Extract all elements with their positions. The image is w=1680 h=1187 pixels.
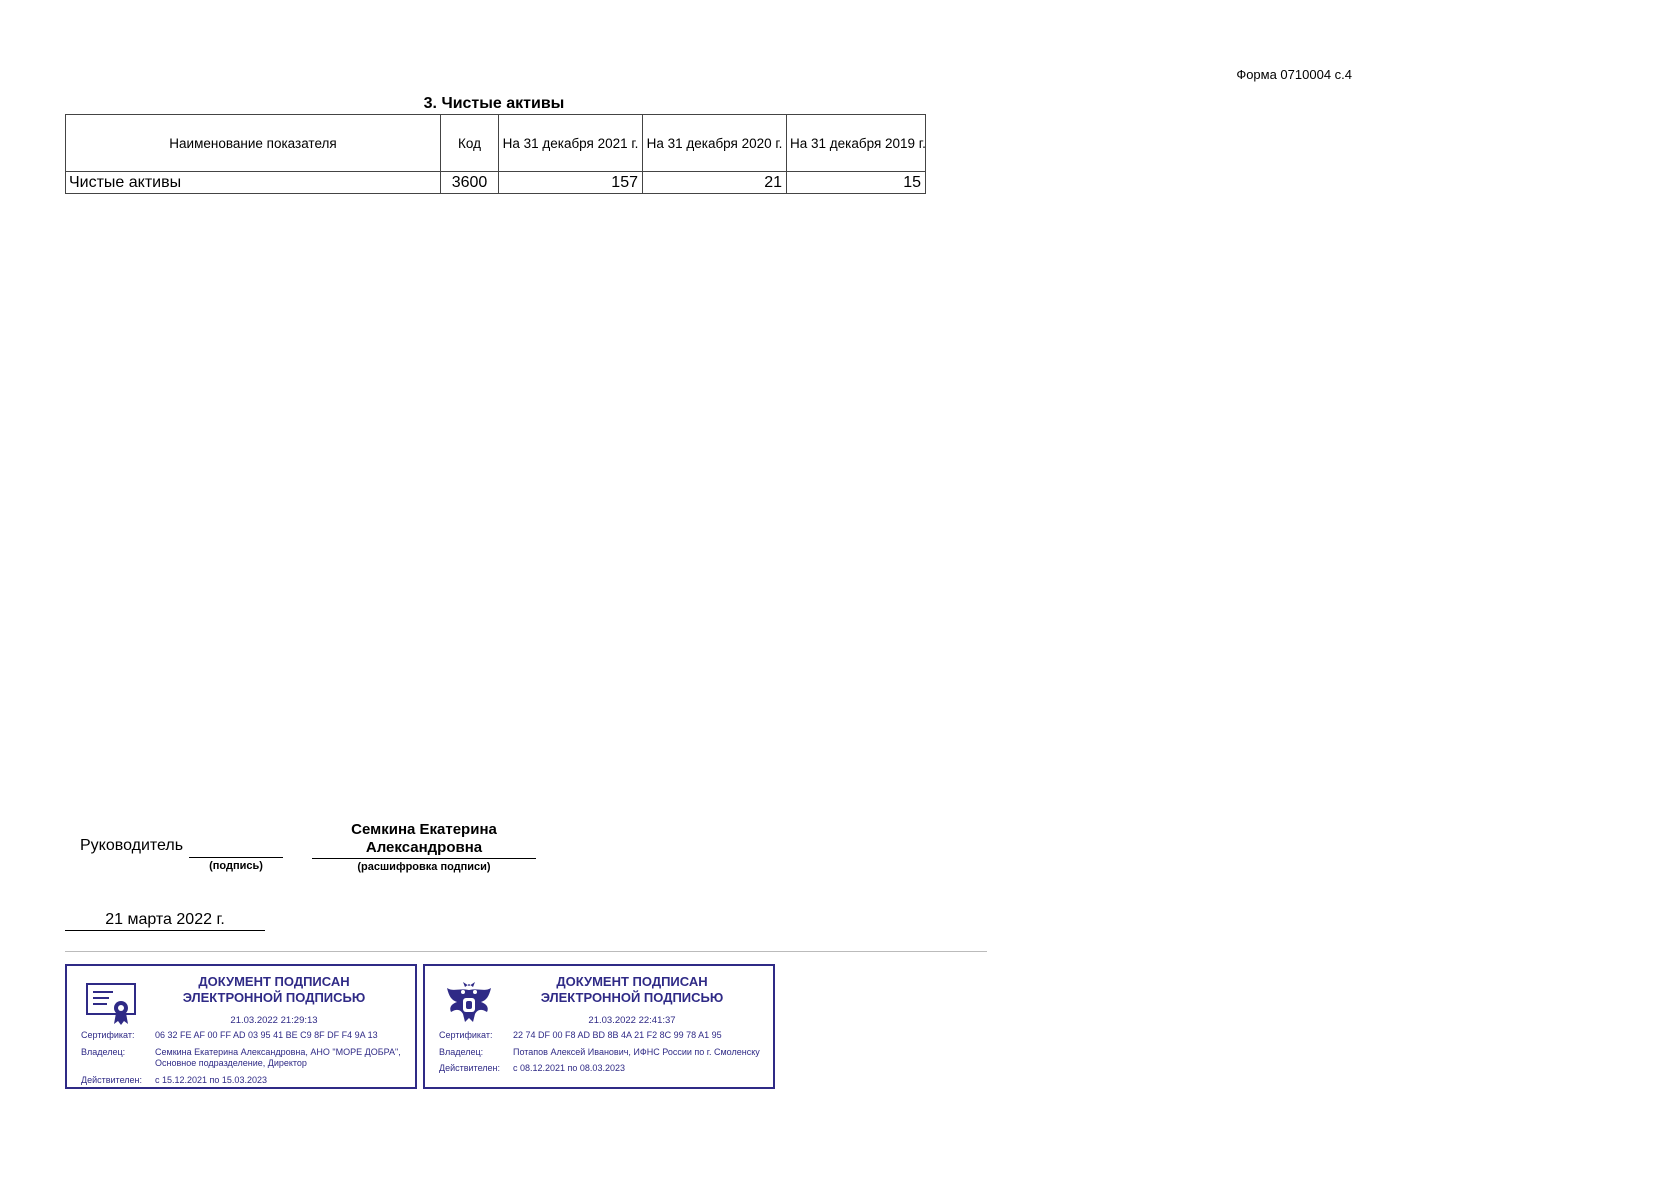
e-signature-stamp-1 (65, 964, 417, 1089)
e-signature-stamp-2 (423, 964, 775, 1089)
signing-date: 21 марта 2022 г. (105, 911, 225, 928)
valid-label: Действителен: (81, 1074, 143, 1085)
owner-value: Потапов Алексей Иванович, ИФНС России по г. Смоленску (513, 1046, 760, 1057)
header-indicator-name: Наименование показателя (66, 115, 441, 172)
table-header-row (66, 115, 926, 172)
signer-name-line2: Александровна (365, 839, 483, 856)
row-name: Чистые активы (66, 172, 441, 194)
header-2019: На 31 декабря 2019 г. (787, 115, 926, 172)
stamp-timestamp: 21.03.2022 21:29:13 (230, 1015, 318, 1026)
coat-of-arms-icon (441, 978, 497, 1028)
row-value-2019: 15 (787, 172, 926, 194)
valid-label: Действителен: (439, 1063, 501, 1073)
stamp-title-line2: ЭЛЕКТРОННОЙ ПОДПИСЬЮ (540, 990, 724, 1005)
cert-label: Сертификат: (81, 1030, 135, 1040)
cert-label: Сертификат: (439, 1030, 493, 1040)
header-code: Код (441, 115, 499, 172)
section-title: 3. Чистые активы (423, 95, 565, 112)
signature-caption: (подпись) (209, 860, 263, 872)
signature-line (189, 857, 283, 858)
owner-value: Семкина Екатерина Александровна, АНО "МОРЕ ДОБРА", Основное подразделение, Директор (155, 1046, 401, 1068)
header-2020: На 31 декабря 2020 г. (643, 115, 787, 172)
stamp-title (517, 974, 747, 1006)
form-code: Форма 0710004 с.4 (1236, 67, 1352, 82)
cert-value: 06 32 FE AF 00 FF AD 03 95 41 BE C9 8F DF F4 9A 13 (155, 1030, 378, 1040)
stamp-timestamp: 21.03.2022 22:41:37 (588, 1015, 676, 1026)
signer-name (312, 821, 536, 857)
certificate-icon (83, 978, 139, 1028)
stamp-title-line2: ЭЛЕКТРОННОЙ ПОДПИСЬЮ (182, 990, 366, 1005)
row-code: 3600 (441, 172, 499, 194)
owner-label: Владелец: (81, 1046, 126, 1057)
valid-value: с 08.12.2021 по 08.03.2023 (513, 1063, 625, 1073)
cert-value: 22 74 DF 00 F8 AD BD 8B 4A 21 F2 8C 99 78 A1 95 (513, 1030, 722, 1040)
table-row (66, 172, 926, 194)
header-2021: На 31 декабря 2021 г. (499, 115, 643, 172)
owner-label: Владелец: (439, 1046, 484, 1057)
signer-role: Руководитель (80, 837, 184, 854)
stamp-title (159, 974, 389, 1006)
valid-value: с 15.12.2021 по 15.03.2023 (155, 1074, 267, 1085)
divider (65, 951, 987, 952)
row-value-2020: 21 (643, 172, 787, 194)
row-value-2021: 157 (499, 172, 643, 194)
stamp-title-line1: ДОКУМЕНТ ПОДПИСАН (198, 974, 350, 989)
stamp-title-line1: ДОКУМЕНТ ПОДПИСАН (556, 974, 708, 989)
name-caption: (расшифровка подписи) (357, 861, 491, 873)
signer-name-line1: Семкина Екатерина (351, 821, 497, 838)
net-assets-table (65, 114, 926, 194)
date-line (65, 930, 265, 931)
name-line (312, 858, 536, 859)
